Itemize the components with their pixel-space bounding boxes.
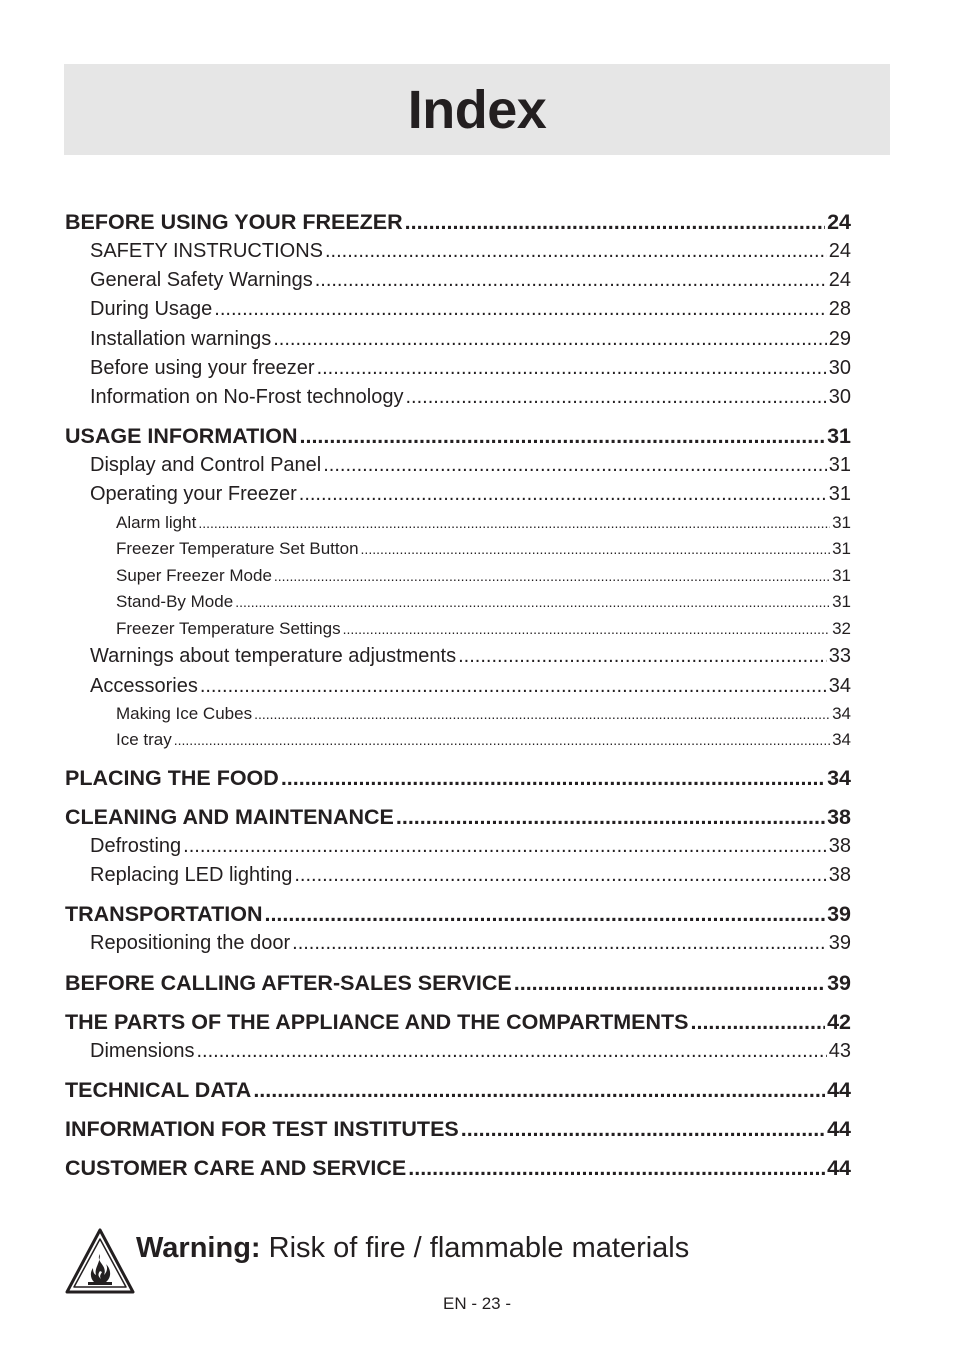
- dot-leader: [174, 727, 830, 754]
- toc-entry-label: Super Freezer Mode: [116, 565, 272, 585]
- toc-entry-page: 34: [832, 703, 851, 723]
- toc-entry-label: Defrosting: [90, 835, 182, 858]
- dot-leader: [299, 480, 827, 509]
- toc-entry[interactable]: [65, 832, 851, 861]
- toc-entry[interactable]: [65, 616, 851, 643]
- dot-leader: [235, 589, 830, 616]
- dot-leader: [198, 510, 830, 537]
- toc-entry-label: Operating your Freezer: [90, 483, 297, 506]
- dot-leader: [343, 616, 831, 643]
- toc-entry[interactable]: [65, 642, 851, 671]
- toc-entry-page: 33: [828, 645, 851, 668]
- toc-entry-page: 31: [828, 483, 851, 506]
- dot-leader: [691, 1007, 826, 1037]
- dot-leader: [317, 354, 827, 383]
- dot-leader: [315, 266, 827, 295]
- toc-entry[interactable]: [65, 510, 851, 537]
- toc-entry-page: 24: [827, 210, 851, 234]
- toc-entry-label: CLEANING AND MAINTENANCE: [65, 805, 394, 830]
- toc-entry-page: 44: [827, 1116, 851, 1141]
- toc-entry-label: THE PARTS OF THE APPLIANCE AND THE COMPARTMENTS: [65, 1009, 689, 1034]
- toc-entry[interactable]: [65, 968, 851, 998]
- toc-entry-label: Before using your freezer: [90, 356, 315, 379]
- toc-entry[interactable]: [65, 563, 851, 590]
- toc-entry-label: SAFETY INSTRUCTIONS: [90, 240, 323, 262]
- dot-leader: [273, 325, 827, 354]
- dot-leader: [274, 563, 830, 590]
- dot-leader: [214, 295, 826, 324]
- toc-entry-label: USAGE INFORMATION: [65, 424, 298, 449]
- toc-entry-page: 44: [827, 1077, 851, 1102]
- toc-entry-page: 38: [828, 864, 851, 887]
- toc-entry-page: 31: [832, 592, 851, 612]
- toc-entry-page: 39: [827, 970, 851, 995]
- dot-leader: [281, 763, 825, 793]
- toc-entry-label: Display and Control Panel: [90, 454, 322, 477]
- dot-leader: [323, 451, 827, 480]
- dot-leader: [408, 1153, 825, 1183]
- dot-leader: [264, 899, 825, 929]
- toc-entry[interactable]: [65, 383, 851, 412]
- toc-entry[interactable]: [65, 421, 851, 451]
- toc-entry-page: 31: [832, 512, 851, 532]
- dot-leader: [254, 701, 830, 728]
- toc-entry-page: 34: [832, 730, 851, 750]
- warning-message: Risk of fire / flammable materials: [268, 1232, 690, 1264]
- warning-notice: [64, 1226, 884, 1298]
- toc-entry-page: 31: [828, 454, 851, 477]
- toc-entry[interactable]: [65, 295, 851, 324]
- dot-leader: [458, 642, 827, 671]
- toc-entry[interactable]: [65, 1037, 851, 1066]
- toc-entry-page: 43: [828, 1039, 851, 1062]
- toc-entry-label: Making Ice Cubes: [116, 703, 253, 723]
- toc-entry-page: 44: [827, 1155, 851, 1180]
- toc-entry[interactable]: [65, 763, 851, 793]
- toc-entry-page: 38: [828, 835, 851, 858]
- toc-entry-page: 31: [832, 565, 851, 585]
- toc-entry-label: Installation warnings: [90, 327, 272, 350]
- toc-entry-label: Ice tray: [116, 730, 172, 750]
- toc-entry[interactable]: [65, 589, 851, 616]
- toc-entry-label: CUSTOMER CARE AND SERVICE: [65, 1155, 407, 1180]
- toc-entry[interactable]: [65, 266, 851, 295]
- dot-leader: [294, 861, 826, 890]
- toc-entry-page: 42: [827, 1009, 851, 1034]
- toc-entry-page: 31: [827, 424, 851, 449]
- toc-entry-label: BEFORE CALLING AFTER-SALES SERVICE: [65, 970, 512, 995]
- toc-entry-page: 32: [832, 618, 851, 638]
- dot-leader: [183, 832, 827, 861]
- toc-entry[interactable]: [65, 451, 851, 480]
- toc-entry-label: PLACING THE FOOD: [65, 766, 279, 791]
- dot-leader: [461, 1114, 825, 1144]
- toc-entry[interactable]: [65, 354, 851, 383]
- toc-entry-label: Alarm light: [116, 512, 197, 532]
- title-banner: [64, 64, 890, 155]
- toc-entry-page: 24: [828, 269, 851, 292]
- toc-entry-label: Warnings about temperature adjustments: [90, 645, 457, 668]
- dot-leader: [405, 207, 825, 237]
- table-of-contents: [65, 207, 851, 1183]
- toc-entry-page: 28: [828, 298, 851, 321]
- toc-entry[interactable]: [65, 480, 851, 509]
- toc-entry-label: General Safety Warnings: [90, 269, 313, 292]
- warning-label: Warning:: [136, 1232, 261, 1264]
- dot-leader: [396, 802, 825, 832]
- toc-entry-page: 31: [832, 539, 851, 559]
- toc-entry[interactable]: [65, 536, 851, 563]
- dot-leader: [361, 536, 831, 563]
- toc-entry-page: 29: [828, 327, 851, 350]
- toc-entry-label: Accessories: [90, 674, 198, 697]
- toc-entry-label: TRANSPORTATION: [65, 902, 263, 927]
- toc-entry[interactable]: [65, 861, 851, 890]
- toc-entry-label: Information on No-Frost technology: [90, 385, 404, 408]
- toc-entry-label: Replacing LED lighting: [90, 864, 293, 887]
- toc-entry[interactable]: [65, 1153, 851, 1183]
- toc-entry-label: TECHNICAL DATA: [65, 1077, 252, 1102]
- toc-entry[interactable]: [65, 672, 851, 701]
- toc-entry[interactable]: [65, 1114, 851, 1144]
- warning-text: [136, 1230, 689, 1266]
- flammable-warning-icon: [64, 1226, 136, 1298]
- toc-entry[interactable]: [65, 207, 851, 237]
- toc-entry[interactable]: [65, 701, 851, 728]
- toc-entry[interactable]: [65, 802, 851, 832]
- toc-entry-label: Repositioning the door: [90, 932, 291, 955]
- dot-leader: [514, 968, 825, 998]
- dot-leader: [200, 672, 827, 701]
- toc-entry-page: 34: [827, 766, 851, 791]
- toc-entry[interactable]: [65, 237, 851, 266]
- page-title: Index: [407, 79, 547, 140]
- toc-entry-page: 30: [828, 385, 851, 408]
- dot-leader: [253, 1075, 825, 1105]
- toc-entry-page: 34: [828, 674, 851, 697]
- toc-entry-label: Freezer Temperature Settings: [116, 618, 341, 638]
- toc-entry[interactable]: [65, 929, 851, 958]
- toc-entry-label: INFORMATION FOR TEST INSTITUTES: [65, 1116, 459, 1141]
- toc-entry[interactable]: [65, 899, 851, 929]
- toc-entry-page: 39: [828, 932, 851, 955]
- toc-entry-label: During Usage: [90, 298, 213, 321]
- dot-leader: [292, 929, 827, 958]
- page-number: EN - 23 -: [442, 1294, 512, 1313]
- toc-entry[interactable]: [65, 325, 851, 354]
- toc-entry-label: Freezer Temperature Set Button: [116, 539, 359, 559]
- dot-leader: [300, 421, 826, 451]
- toc-entry-page: 39: [827, 902, 851, 927]
- dot-leader: [406, 383, 827, 412]
- toc-entry-page: 38: [827, 805, 851, 830]
- toc-entry-label: Stand-By Mode: [116, 592, 234, 612]
- toc-entry-label: Dimensions: [90, 1039, 195, 1062]
- toc-entry[interactable]: [65, 1075, 851, 1105]
- toc-entry-label: BEFORE USING YOUR FREEZER: [65, 210, 403, 234]
- dot-leader: [325, 237, 827, 266]
- dot-leader: [196, 1037, 826, 1066]
- toc-entry[interactable]: [65, 1007, 851, 1037]
- toc-entry-page: 24: [828, 240, 851, 262]
- toc-entry-page: 30: [828, 356, 851, 379]
- toc-entry[interactable]: [65, 727, 851, 754]
